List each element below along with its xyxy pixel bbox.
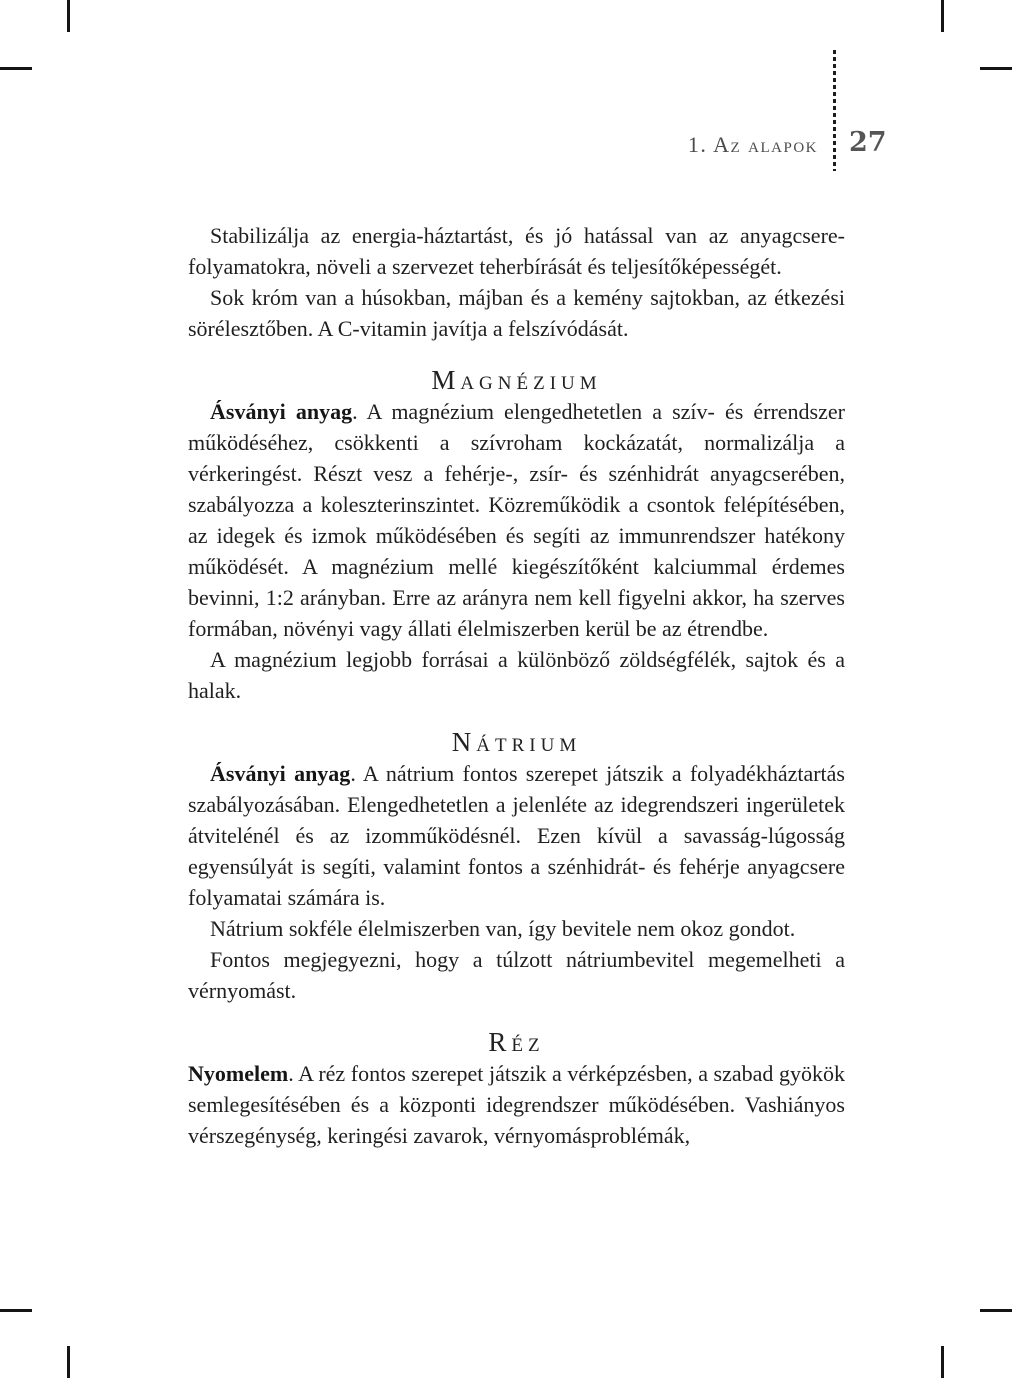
paragraph-lead: Nyomelem (188, 1061, 289, 1086)
paragraph-lead: Ásványi anyag (210, 399, 353, 424)
crop-mark-top-left-horizontal (0, 67, 32, 70)
section-heading: Réz (488, 1027, 545, 1057)
page-content (188, 220, 845, 1151)
crop-mark-top-left-vertical (67, 0, 70, 32)
paragraph: A magnézium legjobb forrásai a különböző zöldségfélék, sajtok és a halak. (188, 647, 845, 703)
paragraph: Stabilizálja az energia-háztartást, és jó hatással van az anyagcsere-folyamatokra, növeli a szervezet teherbírását és teljesítőképességét. (188, 223, 845, 279)
crop-mark-bottom-left-horizontal (0, 1309, 32, 1312)
paragraph: Ásványi anyag. A nátrium fontos szerepet játszik a folyadékháztartás szabályozásában. Elengedhetetlen a jelenléte az idegrendszeri ingerületek átvitelénél és az izomműködésnél. Ezen kívül a savasság-lúgosság egyensúlyát is segíti, valamint fontos a szénhidrát- és fehérje anyagcsere folyamatai számára is. (188, 761, 845, 910)
paragraph: Nyomelem. A réz fontos szerepet játszik a vérképzésben, a szabad gyökök semlegesítésében és a központi idegrendszer működésében. Vashiányos vérszegénység, keringési zavarok, vérnyomásproblémák, (188, 1061, 845, 1148)
paragraph-lead: Ásványi anyag (210, 761, 351, 786)
section-heading: Magnézium (431, 365, 602, 395)
crop-mark-bottom-right-vertical (941, 1346, 944, 1378)
crop-mark-bottom-right-horizontal (980, 1309, 1012, 1312)
paragraph: Ásványi anyag. A magnézium elengedhetetlen a szív- és érrendszer működéséhez, csökkenti a szívroham kockázatát, normalizálja a vérkeringést. Részt vesz a fehérje-, zsír- és szénhidrát anyagcserében, szabályozza a koleszterinszintet. Közreműködik a csontok felépítésében, az idegek és izmok működésében és segíti az immunrendszer hatékony működését. A magnézium mellé kiegészítőként kalciummal érdemes bevinni, 1:2 arányban. Erre az arányra nem kell figyelni akkor, ha szerves formában, növényi vagy állati élelmiszerben kerül be az étrendbe. (188, 399, 845, 641)
dotted-divider (833, 50, 836, 171)
paragraph: Fontos megjegyezni, hogy a túlzott nátriumbevitel megemelheti a vérnyomást. (188, 947, 845, 1003)
section-heading: Nátrium (451, 727, 582, 757)
crop-mark-top-right-vertical (941, 0, 944, 32)
crop-mark-bottom-left-vertical (67, 1346, 70, 1378)
running-head: 1. Az alapok (687, 132, 818, 157)
crop-mark-top-right-horizontal (980, 67, 1012, 70)
page-number: 27 (849, 127, 887, 158)
paragraph: Sok króm van a húsokban, májban és a kemény sajtokban, az étkezési sörélesztőben. A C-vitamin javítja a felszívódását. (188, 285, 845, 341)
paragraph: Nátrium sokféle élelmiszerben van, így bevitele nem okoz gondot. (210, 916, 796, 941)
